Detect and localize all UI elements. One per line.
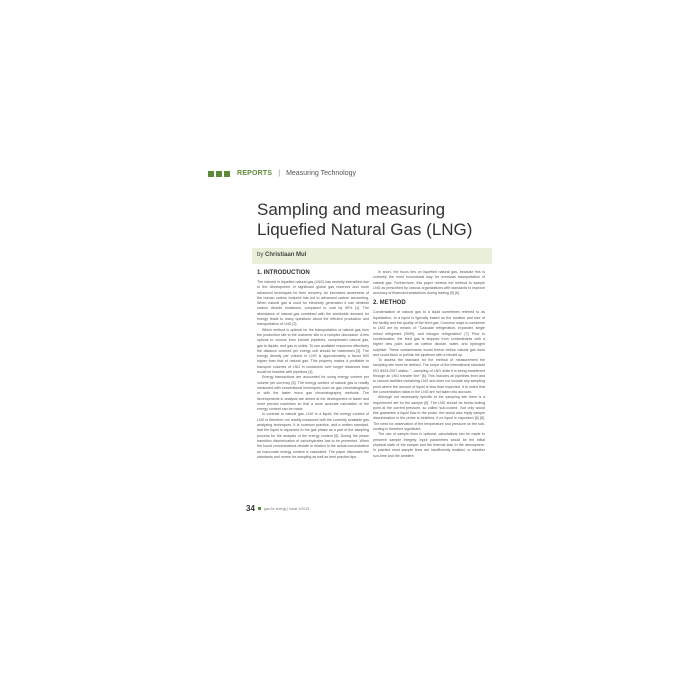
method-heading: 2. METHOD — [373, 300, 406, 307]
method-paragraph-2: To assess the standard for the method of measurement the sampling site must be defined. The scope of the international standard ISO 8943:2007 states: "...sampling of LNG while it is being transferred through an LNG transfer line" [6]. This includes all pipelines from and to various facilities containing LNG and does not include any sampling point where the amount of liquid is less than expected. It is noted that the concentration ratios in the LNG are not taken into account. — [373, 358, 485, 394]
page-number: 34 — [246, 504, 255, 513]
intro-paragraph-3: Energy transactions are accounted for using energy content per volume per currency [5]. The energy content of natural gas is readily measured with conventional techniques such as gas chromatography or with the faster micro gas chromatography methods. The developments in analysis are aimed at the development of faster and more precise machines so that a more accurate calculation of the energy content can be made. — [257, 375, 369, 412]
introduction-heading: 1. INTRODUCTION — [257, 270, 310, 276]
section-squares-icon — [208, 171, 230, 177]
method-paragraph-4: The use of sample lines is optional; calculations can be made to preserve sample integrity. Input parameters would be the initial physical state of the sample and the thermal leak to the atmosphere. In practice most sample lines are insufficiently isolated, or weather sun-time and the ambient — [373, 432, 485, 458]
section-label: REPORTS — [237, 170, 273, 177]
left-column — [257, 270, 369, 460]
intro-paragraph-1: The interest in liquefied natural gas (LNG) has recently intensified due to the development of significant global gas reserves and more advanced techniques for their recovery. An increased awareness of the human carbon footprint has led to advanced carbon accounting. When natural gas is used for electricity generation it can diminish carbon dioxide emissions, compared to coal by 50% [1]. The abundance of natural gas combined with the worldwide demand for energy leads to many questions about the efficient production and transportation of LNG [2]. — [257, 280, 369, 327]
article-title — [257, 200, 497, 240]
title-line-1: Sampling and measuring — [257, 200, 446, 219]
intro-paragraph-5: In short, the focus lies on liquefied natural gas, because this is currently the most economical way for overseas transportation of natural gas. Furthermore, this paper reviews the method to sample LNG as prescribed by various organizations with standards to improve accuracy of financial transactions during trading [5] [6]. — [373, 270, 485, 296]
page-footer — [246, 504, 309, 513]
intro-paragraph-4: In contrast to natural gas, LNG is a liquid; the energy content of LNG is therefore not readily measured with the currently available gas analysing techniques. It is common practice, and a written standard, that the liquid is vaporized to the gas phase as a part of the sampling process for the analysis of the energy content [6]. During the phase transition discrimination of carbohydrates has to be prevented. When the found concentrations deviate in relation to the actual concentration an inaccurate energy content is calculated. The paper discusses the standards and norms for sampling as well as best practice tips. — [257, 412, 369, 459]
section-header — [208, 170, 356, 177]
author-name: Christiaan Mul — [265, 252, 307, 258]
method-paragraph-3: Although not necessarily specific to the sampling site there is a requirement set for the sample [6]. The LNG should be below boiling point at the current pressure, so called 'sub-cooled'. Not only would this guarantee a liquid flow to the probe, the would also imply sample discrimination in the probe is inhibited, if no liquid is vaporized [6] [8]. The need for observation of the temperature and pressure on the sub-cooling is therefore significant. — [373, 395, 485, 432]
header-separator: | — [278, 170, 281, 177]
byline-prefix: by — [257, 252, 264, 258]
publication-info: gas for energy | Issue 1/2015 — [263, 506, 310, 511]
section-topic: Measuring Technology — [286, 170, 356, 177]
title-line-2: Liquefied Natural Gas (LNG) — [257, 220, 473, 239]
method-paragraph-1: Condensation of natural gas to a liquid sometimes referred to as liquefaction, to a liquid is typically based on the location and size of the facility and the quality of the feed gas. Common ways to condense to LNG are by means of: "Cascade refrigeration, expander, single mixed refrigerant (SMR), and nitrogen refrigeration" [7]. Prior to condensation, the feed gas is stripped from contaminants with a higher dew point such as carbon dioxide, water, and hydrogen sulphide. These contaminants would freeze before natural gas does and could block or pollute the pipelines with a rebuild up. — [373, 310, 485, 357]
byline — [257, 252, 306, 258]
footer-dot-icon — [258, 507, 261, 510]
intro-paragraph-2: Which method is optimal for the transportation of natural gas from the production site to the customer site is a complex discussion. A few options to choose from include pipelines, compressed natural gas, gas to liquids, and gas to solids. To use available resources effectively the distance covered per energy unit should be maximised [3]. The energy density per volume in LNG is approximately a factor 600 higher than that of natural gas. This property makes it profitable to transport volumes of LNG in containers over longer distances than would be feasible with pipelines [4]. — [257, 327, 369, 375]
right-column — [373, 270, 485, 459]
